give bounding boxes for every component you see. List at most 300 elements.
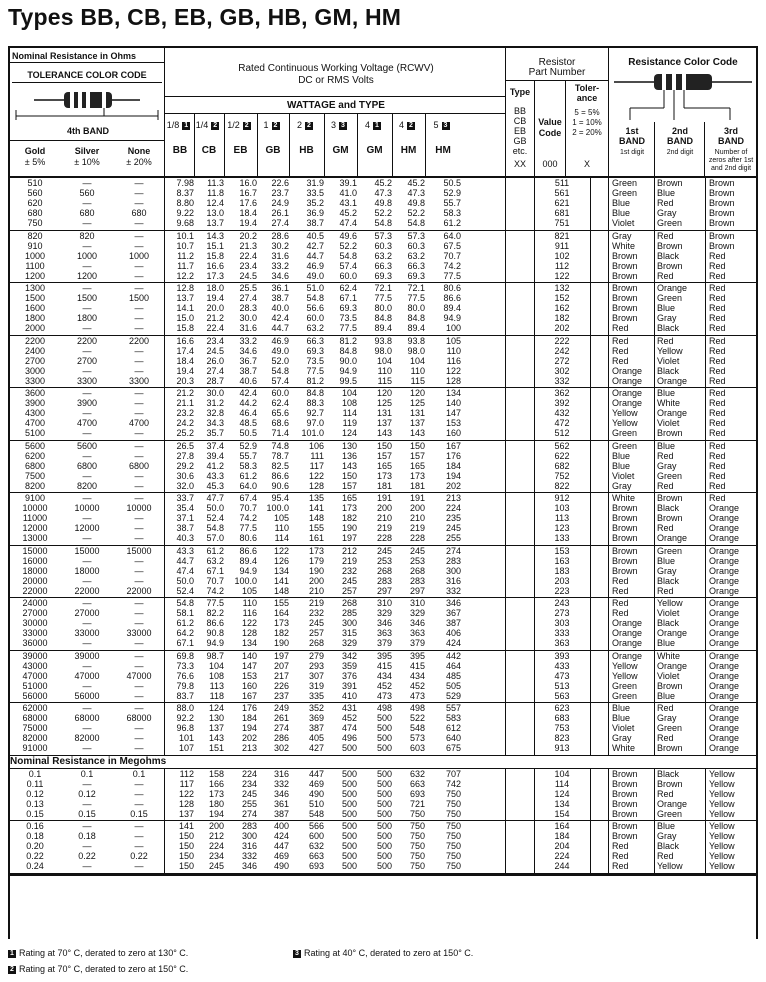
table-cell: 821 — [554, 230, 570, 241]
table-row — [8, 293, 758, 303]
table-cell: 600 — [308, 831, 324, 842]
table-cell: 8.37 — [176, 188, 194, 199]
table-cell: Red — [709, 375, 726, 386]
table-cell: — — [82, 408, 92, 419]
table-cell: Blue — [657, 638, 676, 649]
table-cell: Red — [612, 851, 629, 862]
table-cell: 47.3 — [374, 188, 392, 199]
table-cell: Orange — [709, 703, 740, 713]
table-cell: 500 — [376, 778, 392, 789]
table-cell: 125 — [376, 398, 392, 409]
table-cell: 73.3 — [176, 660, 194, 671]
table-cell: Red — [709, 345, 726, 356]
table-cell: 191 — [376, 493, 392, 503]
table-cell: 63.2 — [374, 250, 392, 261]
table-cell: Orange — [612, 638, 643, 649]
table-cell: 181 — [376, 480, 392, 491]
tolerance-val: 5 = 5% — [574, 108, 600, 117]
table-cell: 77.5 — [407, 293, 425, 304]
table-cell: 112 — [554, 260, 570, 271]
table-cell: 10000 — [126, 503, 152, 514]
table-cell: Yellow — [657, 598, 683, 608]
table-cell: 81.2 — [306, 375, 324, 386]
table-cell: 11.3 — [207, 178, 224, 188]
table-header — [8, 46, 758, 178]
table-cell: 131 — [376, 408, 392, 419]
table-cell: 346 — [273, 788, 289, 799]
table-cell: 148 — [273, 585, 289, 596]
table-cell: 6800 — [24, 460, 46, 471]
table-cell: Orange — [612, 628, 643, 639]
table-cell: 184 — [445, 460, 461, 471]
table-cell: Yellow — [709, 851, 735, 862]
table-cell: 165 — [376, 460, 392, 471]
table-cell: — — [134, 778, 144, 789]
table-cell: 154 — [554, 808, 570, 819]
type-label: Type — [509, 87, 531, 97]
table-cell: 77.5 — [374, 293, 392, 304]
table-cell: Orange — [709, 533, 740, 544]
wattage-cell — [289, 120, 324, 130]
table-cell: Blue — [657, 440, 676, 451]
table-cell: Black — [657, 365, 680, 376]
nominal-divider — [8, 62, 164, 63]
table-cell: 15000 — [74, 545, 100, 556]
table-row — [8, 586, 758, 596]
table-cell: 73.5 — [339, 313, 357, 324]
table-row — [8, 523, 758, 533]
table-cell: 70.7 — [443, 250, 461, 261]
table-cell: 0.18 — [26, 831, 44, 842]
table-cell: — — [82, 821, 92, 831]
table-cell: — — [82, 428, 92, 439]
table-cell: 150 — [409, 440, 425, 451]
table-cell: Yellow — [657, 345, 683, 356]
table-cell: 1200 — [76, 270, 98, 281]
tolerance-col-name: None — [127, 146, 151, 156]
wattage-cell — [257, 120, 289, 130]
table-cell: Green — [612, 178, 638, 188]
table-cell: — — [134, 470, 144, 481]
table-row — [8, 198, 758, 208]
table-cell: 33.2 — [271, 260, 289, 271]
table-cell: — — [134, 480, 144, 491]
table-cell: 117 — [179, 778, 194, 789]
table-cell: Orange — [657, 375, 688, 386]
table-row — [8, 608, 758, 618]
table-cell: 20.2 — [239, 230, 257, 241]
table-cell: Green — [657, 723, 683, 734]
table-cell: 750 — [445, 788, 461, 799]
tolerance-line1: Toler- — [574, 83, 600, 93]
table-cell: 1200 — [24, 270, 46, 281]
table-cell: — — [82, 861, 92, 872]
table-cell: 89.4 — [239, 555, 257, 566]
table-cell: 469 — [308, 778, 324, 789]
table-cell: 257 — [341, 585, 357, 596]
table-cell: 94.9 — [239, 565, 257, 576]
table-cell: 21.2 — [176, 388, 194, 398]
table-cell: 38.7 — [176, 523, 194, 534]
table-cell: 431 — [341, 703, 357, 713]
table-row — [8, 598, 758, 608]
table-cell: 433 — [554, 660, 570, 671]
table-cell: — — [134, 821, 144, 831]
wattage-value: 4 — [398, 120, 404, 130]
wattage-col-divider — [392, 113, 393, 178]
table-cell: 15000 — [126, 545, 152, 556]
table-cell: 310 — [409, 598, 425, 608]
table-cell: 137 — [409, 418, 425, 429]
table-cell: 54.8 — [407, 218, 425, 229]
table-cell: 0.22 — [78, 851, 96, 862]
table-cell: 22.4 — [239, 250, 257, 261]
table-cell: 153 — [554, 545, 570, 556]
table-cell: 37.4 — [206, 440, 224, 451]
table-cell: 55.7 — [443, 198, 461, 209]
table-row — [8, 556, 758, 566]
table-cell: 500 — [376, 798, 392, 809]
table-cell: 26.5 — [176, 440, 194, 451]
table-cell: 500 — [376, 743, 392, 754]
footnote — [293, 948, 473, 958]
tolerance-divider — [12, 82, 162, 83]
table-cell: 150 — [178, 861, 194, 872]
table-cell: 472 — [554, 418, 570, 429]
table-cell: 257 — [308, 628, 324, 639]
table-cell: 60.3 — [374, 240, 392, 251]
table-cell: Violet — [657, 418, 680, 429]
table-cell: — — [82, 660, 92, 671]
table-cell: 496 — [341, 733, 357, 744]
table-cell: 83.7 — [176, 690, 194, 701]
wattage-type-label: WATTAGE and TYPE — [287, 100, 385, 111]
table-cell: 77.5 — [306, 365, 324, 376]
table-row — [8, 743, 758, 753]
table-cell: 563 — [554, 690, 570, 701]
table-row — [8, 366, 758, 376]
table-cell: 27.8 — [176, 450, 194, 461]
table-cell: Brown — [612, 821, 638, 831]
table-bottom-border — [8, 874, 758, 876]
table-cell: 17.4 — [176, 345, 194, 356]
table-cell: 148 — [308, 513, 324, 524]
table-cell: 150 — [178, 851, 194, 862]
table-cell: 73.5 — [306, 355, 324, 366]
table-cell: 40.3 — [176, 533, 194, 544]
wattage-cell — [425, 120, 461, 130]
table-cell: — — [82, 450, 92, 461]
table-cell: 82000 — [74, 733, 100, 744]
value-code-line2: Code — [538, 128, 562, 138]
table-cell: 6800 — [128, 460, 150, 471]
table-row — [8, 691, 758, 701]
table-cell: 128 — [445, 375, 461, 386]
table-cell: 140 — [241, 650, 257, 661]
table-cell: 101 — [178, 733, 194, 744]
table-row — [8, 376, 758, 386]
table-cell: 346 — [241, 861, 257, 872]
table-cell: 43.3 — [206, 470, 224, 481]
type-list-item: BB — [513, 106, 526, 116]
table-cell: 184 — [241, 713, 257, 724]
table-row — [8, 261, 758, 271]
table-cell: 173 — [208, 788, 224, 799]
table-cell: 500 — [341, 851, 357, 862]
table-cell: — — [134, 533, 144, 544]
table-cell: Yellow — [709, 778, 735, 789]
table-cell: Orange — [612, 650, 643, 661]
table-cell: 500 — [376, 851, 392, 862]
table-cell: — — [82, 260, 92, 271]
table-cell: — — [134, 743, 144, 754]
table-cell: 675 — [445, 743, 461, 754]
table-cell: 114 — [274, 533, 289, 544]
table-cell: 157 — [376, 450, 392, 461]
table-cell: 61.2 — [443, 218, 461, 229]
table-cell: 68.6 — [271, 418, 289, 429]
table-cell: 7.98 — [176, 178, 194, 188]
table-cell: 150 — [376, 440, 392, 451]
table-cell: 194 — [445, 470, 461, 481]
band-desc: 1st digit — [619, 149, 645, 156]
table-cell: 1000 — [128, 250, 150, 261]
table-cell: 200 — [376, 503, 392, 514]
table-cell: 47000 — [22, 670, 48, 681]
table-cell: 474 — [341, 723, 357, 734]
table-cell: 44.7 — [306, 250, 324, 261]
table-cell: 84.8 — [339, 345, 357, 356]
table-cell: 20.3 — [176, 375, 194, 386]
table-cell: 379 — [409, 638, 425, 649]
table-cell: 36.9 — [306, 208, 324, 219]
table-cell: 79.8 — [176, 680, 194, 691]
table-cell: Red — [709, 398, 726, 409]
table-cell: Brown — [657, 428, 683, 439]
table-cell: 300 — [445, 565, 461, 576]
table-cell: 57.4 — [339, 260, 357, 271]
row-group — [8, 388, 758, 441]
table-cell: 255 — [445, 533, 461, 544]
resistance-table — [8, 46, 758, 939]
table-cell: Orange — [657, 798, 688, 809]
table-cell: 0.22 — [130, 851, 148, 862]
table-cell: 822 — [554, 480, 570, 491]
table-cell: Yellow — [709, 798, 735, 809]
table-cell: — — [134, 703, 144, 713]
table-cell: 224 — [554, 851, 570, 862]
table-cell: 333 — [554, 628, 570, 639]
type-list-item: CB — [513, 116, 527, 126]
table-cell: — — [82, 240, 92, 251]
table-cell: 136 — [341, 450, 357, 461]
wattage-col-divider — [425, 113, 426, 178]
table-cell: 52.4 — [206, 513, 224, 524]
table-row — [8, 841, 758, 851]
page-title: Types BB, CB, EB, GB, HB, GM, HM — [8, 4, 402, 30]
table-cell: 173 — [376, 470, 392, 481]
table-cell: 424 — [445, 638, 461, 649]
table-cell: Red — [657, 230, 674, 241]
tolerance-code-label: TOLERANCE COLOR CODE — [27, 70, 147, 80]
table-cell: Violet — [612, 723, 635, 734]
table-cell: Orange — [709, 723, 740, 734]
table-cell: 19.4 — [176, 365, 194, 376]
table-cell: 297 — [376, 585, 392, 596]
table-row — [8, 346, 758, 356]
part-number-line2: Part Number — [528, 67, 586, 78]
table-cell: Brown — [612, 283, 638, 293]
table-cell: 122 — [241, 618, 257, 629]
table-cell: 473 — [554, 670, 570, 681]
table-cell: Red — [709, 365, 726, 376]
table-cell: 119 — [342, 418, 357, 429]
table-cell: Orange — [709, 670, 740, 681]
table-cell: 64.0 — [239, 480, 257, 491]
table-cell: 67.1 — [176, 638, 194, 649]
table-cell: — — [134, 733, 144, 744]
wattage-col-divider — [194, 113, 195, 178]
table-cell: 20000 — [22, 575, 48, 586]
table-cell: Red — [657, 703, 674, 713]
table-cell: 228 — [409, 533, 425, 544]
table-cell: 16.6 — [206, 260, 224, 271]
table-cell: Brown — [612, 260, 638, 271]
table-cell: 279 — [308, 650, 324, 661]
table-cell: 88.3 — [306, 398, 324, 409]
table-cell: 315 — [341, 628, 357, 639]
table-cell: 99.5 — [339, 375, 357, 386]
table-cell: — — [134, 303, 144, 314]
table-cell: 137 — [178, 808, 194, 819]
table-cell: Yellow — [612, 670, 638, 681]
table-cell: Green — [612, 428, 638, 439]
table-cell: 490 — [273, 861, 289, 872]
table-cell: 141 — [273, 575, 289, 586]
table-cell: Red — [612, 598, 629, 608]
table-cell: 424 — [273, 831, 289, 842]
table-cell: — — [134, 283, 144, 293]
table-cell: 16.6 — [176, 335, 194, 346]
table-cell: 81.2 — [339, 335, 357, 346]
table-cell: 0.1 — [132, 768, 146, 779]
table-cell: Green — [657, 218, 683, 229]
footnote — [8, 948, 188, 958]
table-cell: 432 — [554, 408, 570, 419]
table-cell: 245 — [341, 575, 357, 586]
table-cell: Brown — [612, 798, 638, 809]
table-cell: 18.4 — [176, 355, 194, 366]
rating-note-icon: 1 — [373, 122, 381, 130]
rating-note-icon: 2 — [8, 966, 16, 974]
table-cell: 10000 — [22, 503, 48, 514]
table-cell: 27.4 — [206, 365, 224, 376]
table-row — [8, 398, 758, 408]
table-cell: 197 — [273, 650, 289, 661]
voltage-divider-2 — [164, 113, 505, 114]
table-cell: Orange — [709, 733, 740, 744]
table-cell: 15.8 — [176, 323, 194, 334]
table-cell: 13.7 — [176, 293, 194, 304]
type-col-header: GM — [366, 145, 383, 156]
table-cell: 823 — [554, 733, 570, 744]
footnote-text: Rating at 40° C, derated to zero at 150° C. — [304, 948, 474, 958]
table-cell: 49.6 — [339, 230, 357, 241]
table-cell: 16.7 — [239, 188, 257, 199]
table-cell: 70.7 — [239, 503, 257, 514]
table-cell: 33.7 — [176, 493, 194, 503]
table-cell: 57.0 — [206, 533, 224, 544]
table-cell: 180 — [208, 798, 224, 809]
type-col-header: BB — [172, 145, 188, 156]
table-row — [8, 566, 758, 576]
table-cell: 316 — [241, 841, 257, 852]
table-row — [8, 418, 758, 428]
table-cell: 329 — [376, 608, 392, 619]
table-cell: 219 — [376, 523, 392, 534]
table-cell: 1300 — [24, 283, 46, 293]
fourth-band-label: 4th BAND — [67, 126, 109, 136]
table-cell: 213 — [445, 493, 461, 503]
table-cell: 58.1 — [176, 608, 194, 619]
table-cell: 62000 — [22, 703, 48, 713]
table-cell: 283 — [409, 575, 425, 586]
table-cell: 28.6 — [271, 230, 289, 241]
table-cell: 21.1 — [176, 398, 194, 409]
table-cell: 40.6 — [239, 375, 257, 386]
table-cell: 113 — [554, 513, 570, 524]
table-cell: 51000 — [22, 680, 48, 691]
table-cell: 11.2 — [177, 250, 194, 261]
row-group — [8, 546, 758, 599]
table-row — [8, 831, 758, 841]
color-code-title: Resistance Color Code — [628, 57, 738, 68]
row-group — [8, 336, 758, 389]
table-cell: 41.2 — [206, 460, 224, 471]
table-cell: Brown — [612, 523, 638, 534]
table-row — [8, 628, 758, 638]
table-cell: 61.2 — [206, 545, 224, 556]
table-cell: 68000 — [74, 713, 100, 724]
table-cell: 190 — [273, 638, 289, 649]
table-cell: 27000 — [22, 608, 48, 619]
table-cell: 150 — [178, 831, 194, 842]
table-cell: 820 — [79, 230, 95, 241]
table-cell: Brown — [657, 743, 683, 754]
wattage-col-divider — [289, 113, 290, 178]
table-cell: 162 — [554, 303, 570, 314]
table-cell: 232 — [308, 608, 324, 619]
table-cell: 22000 — [74, 585, 100, 596]
table-cell: 4300 — [24, 408, 46, 419]
table-cell: 500 — [341, 841, 357, 852]
wattage-cell — [392, 120, 425, 130]
table-cell: 224 — [445, 503, 461, 514]
col-divider-color — [608, 46, 609, 178]
table-cell: Brown — [612, 533, 638, 544]
table-cell: 117 — [309, 460, 324, 471]
table-cell: 44.7 — [176, 555, 194, 566]
table-cell: 124 — [554, 788, 570, 799]
table-cell: 500 — [341, 798, 357, 809]
tolerance-col-name: Gold — [24, 146, 46, 156]
table-cell: 415 — [409, 660, 425, 671]
table-cell: 452 — [341, 713, 357, 724]
table-cell: 184 — [554, 831, 570, 842]
table-cell: 245 — [376, 545, 392, 556]
table-cell: Gray — [657, 565, 677, 576]
table-cell: 94.9 — [339, 365, 357, 376]
